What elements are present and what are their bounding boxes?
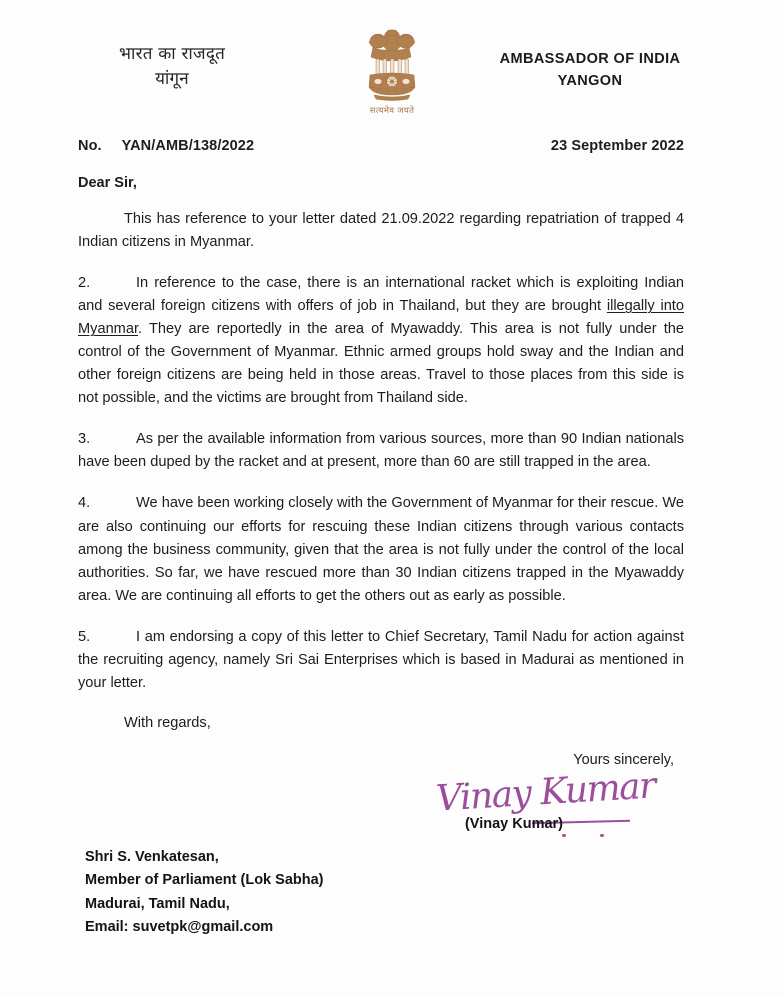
recipient-name: Shri S. Venkatesan, [85, 849, 219, 865]
paragraph-2-text-after: . They are reportedly in the area of Myawaddy. This area is not fully under the control of the Government of Myanmar. Ethnic armed groups hold sway and the Indian and other foreign citizens are being held in those areas. Travel to those places from this side is not possible, and the victims are brought from Thailand side. [78, 321, 684, 407]
letterhead-title-line2: YANGON [557, 73, 623, 90]
letterhead [0, 26, 784, 131]
state-emblem-of-india-icon [332, 26, 452, 116]
paragraph-1 [78, 208, 684, 254]
paragraph-5-number: 5. [78, 628, 91, 645]
signature-dot-2 [600, 834, 604, 837]
reference-number-label: No. [78, 138, 102, 154]
paragraph-5-text: I am endorsing a copy of this letter to Chief Secretary, Tamil Nadu for action against the recruiting agency, namely Sri Sai Enterprises which is based in Madurai as mentioned in your letter. [78, 628, 684, 691]
signature-dot-1 [562, 834, 566, 837]
reference-row [78, 138, 684, 154]
signature-block [414, 752, 684, 846]
signer-name: (Vinay Kumar) [464, 816, 564, 832]
letterhead-title-line1: AMBASSADOR OF INDIA [499, 51, 681, 67]
reference-number-value: YAN/AMB/138/2022 [121, 138, 255, 154]
paragraph-1-text: This has reference to your letter dated 21.09.2022 regarding repatriation of trapped 4 Indian citizens in Myanmar. [78, 211, 684, 251]
reference-number [78, 138, 254, 154]
salutation: Dear Sir, [78, 175, 137, 191]
paragraph-2-text-before: In reference to the case, there is an international racket which is exploiting Indian and several foreign citizens with offers of job in Thailand, but they are brought [78, 275, 684, 315]
paragraph-3-text: As per the available information from various sources, more than 90 Indian nationals have been duped by the racket and at present, more than 60 are still trapped in the area. [78, 431, 684, 471]
paragraph-3-number: 3. [78, 431, 91, 448]
recipient-designation: Member of Parliament (Lok Sabha) [85, 872, 324, 889]
letter-date: 23 September 2022 [550, 138, 684, 154]
handwritten-signature [414, 765, 684, 846]
paragraph-4 [78, 492, 684, 607]
paragraph-2 [78, 272, 684, 410]
emblem-motto: सत्यमेव जयते [369, 106, 415, 116]
hindi-title-line2: यांगून [155, 68, 189, 89]
regards-line: With regards, [124, 714, 211, 731]
paragraph-4-text: We have been working closely with the Government of Myanmar for their rescue. We are also continuing our efforts for rescuing these Indian citizens through various contacts among the business community, given that the area is not fully under the control of the local authorities. So far, we have rescued more than 30 Indian citizens trapped in the Myawaddy area. We are continuing all efforts to get the others out as early as possible. [78, 495, 684, 604]
paragraph-4-number: 4. [78, 495, 91, 512]
hindi-title-line1: भारत का राजदूत [119, 44, 225, 64]
recipient-email: Email: suvetpk@gmail.com [85, 919, 274, 936]
letterhead-hindi-title [52, 42, 292, 91]
letterhead-title-english [440, 48, 740, 93]
recipient-address-block [85, 846, 324, 940]
paragraph-3 [78, 428, 684, 474]
recipient-location: Madurai, Tamil Nadu, [85, 895, 230, 912]
paragraph-2-underlined-phrase: illegally into Myanmar [78, 298, 684, 338]
yours-sincerely: Yours sincerely, [573, 752, 674, 768]
paragraph-2-number: 2. [78, 275, 91, 292]
signature-script-text: Vinay Kumar [434, 765, 656, 820]
paragraph-5 [78, 626, 684, 695]
letter-body [78, 138, 684, 731]
